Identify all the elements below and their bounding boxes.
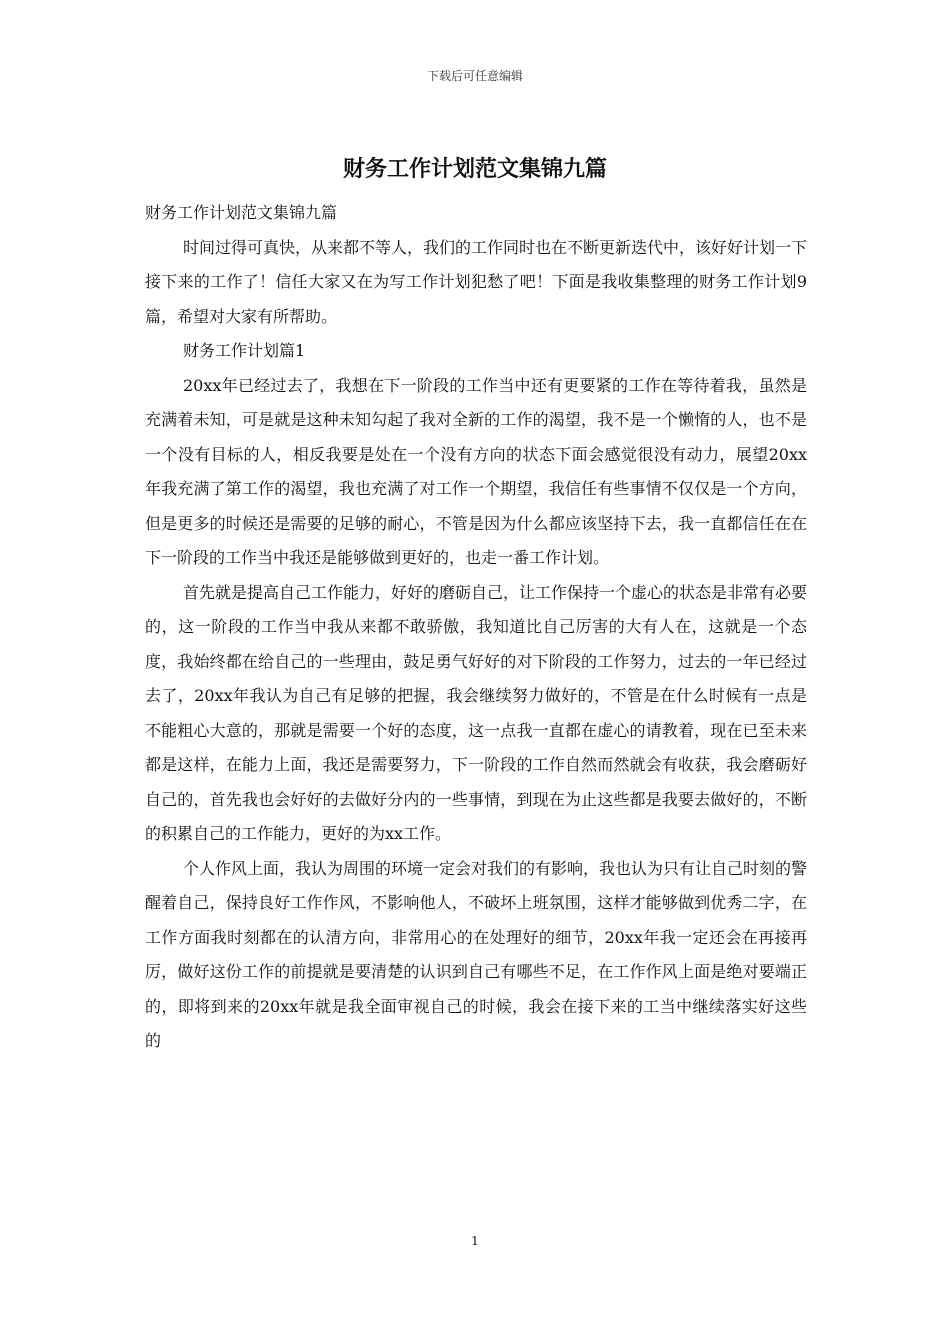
paragraph-plan-1-overview: 20xx年已经过去了，我想在下一阶段的工作当中还有更要紧的工作在等待着我，虽然是充满着未知，可是就是这种未知勾起了我对全新的工作的渴望，我不是一个懒惰的人，也不是一个没有目标的人，相反我要是处在一个没有方向的状态下面会感觉很没有动力，展望20xx年我充满了第工作的渴望，我也充满了对工作一个期望，我信任有些事情不仅仅是一个方向，但是更多的时候还是需要的足够的耐心，不管是因为什么都应该坚持下去，我一直都信任在在下一阶段的工作当中我还是能够做到更好的，也走一番工作计划。 bbox=[145, 375, 807, 567]
document-title: 财务工作计划范文集锦九篇 bbox=[342, 156, 607, 182]
document-subtitle: 财务工作计划范文集锦九篇 bbox=[145, 203, 338, 222]
paragraph-intro: 时间过得可真快，从来都不等人，我们的工作同时也在不断更新迭代中，该好好计划一下接下来的工作了！信任大家又在为写工作计划犯愁了吧！下面是我收集整理的财务工作计划9篇，希望对大家有所帮助。 bbox=[145, 237, 808, 326]
paragraph-plan-1-ability: 首先就是提高自己工作能力，好好的磨砺自己，让工作保持一个虚心的状态是非常有必要的，这一阶段的工作当中我从来都不敢骄傲，我知道比自己厉害的大有人在，这就是一个态度，我始终都在给自己的一些理由，鼓足勇气好好的对下阶段的工作努力，过去的一年已经过去了，20xx年我认为自己有足够的把握，我会继续努力做好的，不管是在什么时候有一点是不能粗心大意的，那就是需要一个好的态度，这一点我一直都在虚心的请教着，现在已至未来都是这样，在能力上面，我还是需要努力，下一阶段的工作自然而然就会有收获，我会磨砺好自己的，首先我也会好好的去做好分内的一些事情，到现在为止这些都是我要去做好的，不断的积累自己的工作能力，更好的为xx工作。 bbox=[145, 582, 808, 843]
section-heading-plan-1: 财务工作计划篇1 bbox=[183, 341, 306, 360]
page-header-note: 下载后可任意编辑 bbox=[426, 69, 523, 83]
document-body bbox=[145, 196, 807, 1059]
paragraph-plan-1-conduct: 个人作风上面，我认为周围的环境一定会对我们的有影响，我也认为只有让自己时刻的警醒着自己，保持良好工作作风，不影响他人，不破坏上班氛围，这样才能够做到优秀二字，在工作方面我时刻都在的认清方向，非常用心的在处理好的细节，20xx年我一定还会在再接再厉，做好这份工作的前提就是要清楚的认识到自己有哪些不足，在工作作风上面是绝对要端正的，即将到来的20xx年就是我全面审视自己的时候，我会在接下来的工当中继续落实好这些的 bbox=[145, 858, 808, 1050]
page-number: 1 bbox=[471, 1234, 479, 1248]
